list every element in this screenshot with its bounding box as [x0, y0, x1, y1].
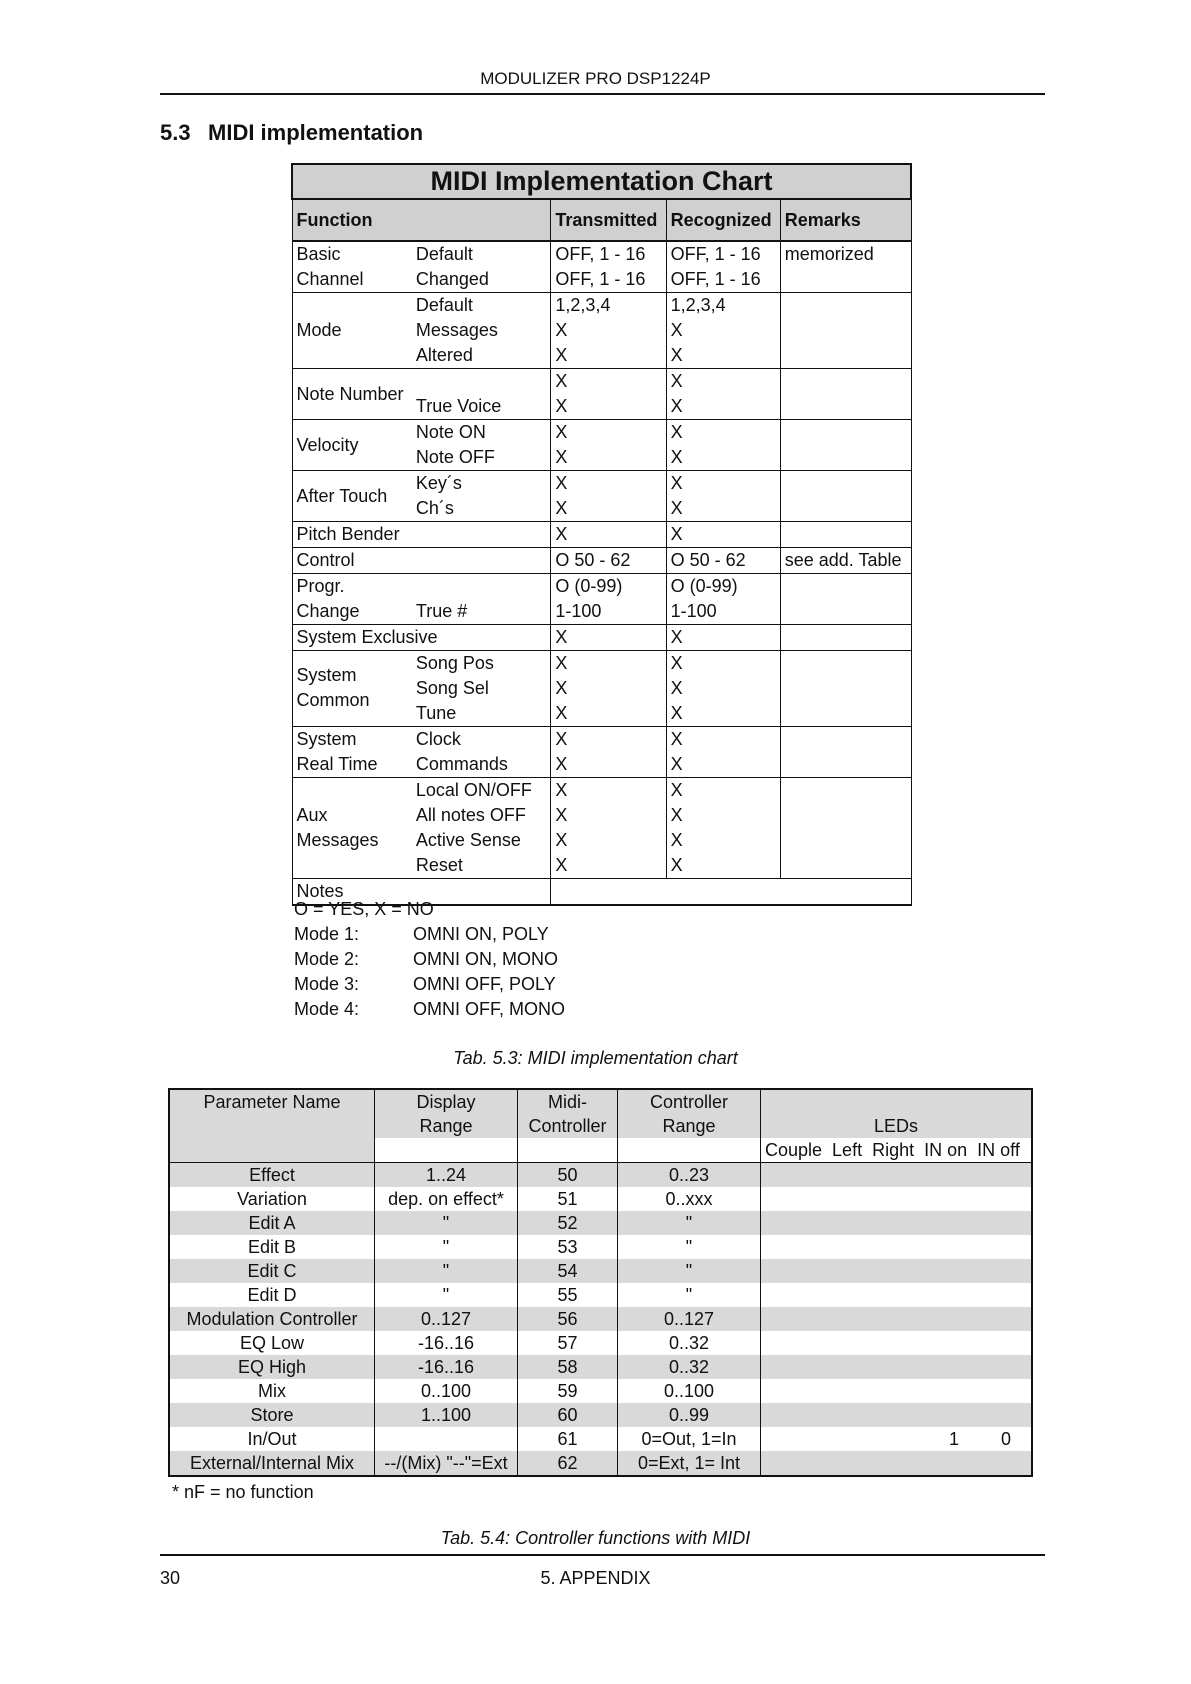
sub-label: Changed [412, 267, 551, 293]
led-left: Left [832, 1140, 863, 1160]
table-row [169, 1211, 1032, 1235]
label-line-2: Common [296, 690, 370, 710]
label: After Touch [292, 471, 412, 522]
controller-range: 0..23 [618, 1163, 761, 1188]
row-mode [292, 293, 911, 319]
remark [780, 651, 911, 727]
controller-range: 0..xxx [618, 1187, 761, 1211]
led-in-off: IN off [977, 1140, 1020, 1160]
controller-range: 0=Ext, 1= Int [618, 1451, 761, 1476]
led-values [761, 1187, 1033, 1211]
row-system-real-time [292, 727, 911, 753]
row-program-change [292, 574, 911, 600]
col-remarks: Remarks [780, 199, 911, 241]
transmitted: O 50 - 62 [551, 548, 666, 574]
transmitted: X [551, 727, 666, 753]
blank [169, 1138, 375, 1163]
param-name: EQ High [169, 1355, 375, 1379]
transmitted: X [551, 701, 666, 727]
display-range: 1..24 [375, 1163, 518, 1188]
transmitted: X [551, 676, 666, 701]
label: Progr. [292, 574, 412, 600]
recognized: OFF, 1 - 16 [666, 241, 780, 267]
recognized: X [666, 676, 780, 701]
display-range: " [375, 1235, 518, 1259]
midi-controller: 50 [518, 1163, 618, 1188]
mode-key: Mode 2: [294, 949, 360, 969]
controller-table [168, 1088, 1033, 1477]
led-values [761, 1355, 1033, 1379]
led-values [761, 1235, 1033, 1259]
transmitted: X [551, 496, 666, 522]
mode-key: Mode 3: [294, 974, 360, 994]
param-name: EQ Low [169, 1331, 375, 1355]
sub-label: Song Pos [415, 653, 494, 673]
ctrl-line-2: Range [662, 1116, 716, 1136]
display-line-2: Range [419, 1116, 473, 1136]
transmitted: X [551, 752, 666, 778]
running-header: MODULIZER PRO DSP1224P [480, 69, 711, 88]
row-aux-messages [292, 778, 911, 804]
led-values [761, 1259, 1033, 1283]
display-range: " [375, 1259, 518, 1283]
ctrl-line-1: Controller [649, 1092, 729, 1112]
display-range: " [375, 1211, 518, 1235]
recognized: X [666, 471, 780, 497]
col-recognized: Recognized [666, 199, 780, 241]
chart-title: MIDI Implementation Chart [292, 164, 911, 199]
label [292, 665, 412, 710]
label: Notes [292, 879, 551, 906]
sub-label: Note OFF [412, 445, 551, 471]
midi-controller: 57 [518, 1331, 618, 1355]
param-name: Store [169, 1403, 375, 1427]
remark: memorized [780, 241, 911, 267]
label: Change [292, 599, 412, 625]
transmitted: 1-100 [551, 599, 666, 625]
sub-label: Tune [412, 701, 551, 727]
recognized: X [666, 651, 780, 677]
header-rule [160, 93, 1045, 95]
midi-controller: 55 [518, 1283, 618, 1307]
param-name: External/Internal Mix [169, 1451, 375, 1476]
sub-label: Reset [412, 853, 551, 879]
table-row [169, 1403, 1032, 1427]
controller-range: 0..127 [618, 1307, 761, 1331]
mode-value: OMNI OFF, MONO [413, 999, 565, 1019]
legend-mode [294, 922, 565, 947]
transmitted: X [551, 625, 666, 651]
controller-range: 0..32 [618, 1355, 761, 1379]
display-range: " [375, 1283, 518, 1307]
remark [780, 420, 911, 471]
display-line-1: Display [416, 1092, 476, 1112]
controller-range: 0..100 [618, 1379, 761, 1403]
midi-implementation-chart [291, 163, 912, 906]
row-control [292, 548, 911, 574]
section-number: 5.3 [160, 120, 191, 145]
controller-range: 0..32 [618, 1331, 761, 1355]
sub-label: Messages [415, 320, 498, 340]
display-range: -16..16 [375, 1331, 518, 1355]
mode-value: OMNI ON, MONO [413, 949, 558, 969]
row-system-exclusive [292, 625, 911, 651]
recognized: O (0-99) [666, 574, 780, 600]
transmitted: 1,2,3,4 [551, 293, 666, 319]
transmitted: X [551, 853, 666, 879]
controller-range: 0=Out, 1=In [618, 1427, 761, 1451]
display-range: --/(Mix) "--"=Ext [375, 1451, 518, 1476]
recognized: X [666, 752, 780, 778]
display-range [375, 1427, 518, 1451]
led-values [761, 1403, 1033, 1427]
recognized: 1,2,3,4 [666, 293, 780, 319]
controller-header [169, 1089, 1032, 1138]
midi-controller: 54 [518, 1259, 618, 1283]
midi-controller: 59 [518, 1379, 618, 1403]
led-couple: Couple [765, 1140, 823, 1160]
led-values [761, 1331, 1033, 1355]
label: Aux [292, 803, 412, 828]
row-note-number [292, 369, 911, 395]
sub-label: Song Sel [415, 678, 489, 698]
label: Mode [292, 293, 412, 369]
transmitted: X [551, 318, 666, 343]
table-row [169, 1379, 1032, 1403]
remark [780, 778, 911, 879]
footer-section: 5. APPENDIX [540, 1568, 651, 1588]
display-range: -16..16 [375, 1355, 518, 1379]
transmitted: X [551, 445, 666, 471]
sub-label: Default [415, 244, 473, 264]
recognized: X [666, 828, 780, 853]
transmitted: X [551, 828, 666, 853]
mode-value: OMNI OFF, POLY [413, 974, 556, 994]
legend-mode [294, 972, 565, 997]
label: System [292, 727, 412, 753]
midi-controller: 52 [518, 1211, 618, 1235]
midi-controller: 51 [518, 1187, 618, 1211]
footnote: * nF = no function [172, 1482, 314, 1502]
sub-label: Clock [415, 729, 461, 749]
recognized: O 50 - 62 [666, 548, 780, 574]
row-system-common [292, 651, 911, 677]
recognized: X [666, 369, 780, 395]
sub-label: All notes OFF [415, 805, 526, 825]
controller-range: " [618, 1283, 761, 1307]
remark [780, 522, 911, 548]
remark [780, 267, 911, 293]
transmitted: X [551, 420, 666, 446]
recognized: X [666, 318, 780, 343]
transmitted: X [551, 343, 666, 369]
transmitted: X [551, 778, 666, 804]
page-number: 30 [160, 1568, 181, 1588]
remark [780, 574, 911, 625]
label [292, 778, 412, 804]
table-caption-2: Tab. 5.4: Controller functions with MIDI [440, 1528, 751, 1548]
table-row [169, 1427, 1032, 1451]
sub-label: Local ON/OFF [415, 780, 532, 800]
recognized: X [666, 727, 780, 753]
led-in-off-value: 0 [1001, 1429, 1012, 1449]
notes-value [551, 879, 911, 906]
param-name: Variation [169, 1187, 375, 1211]
controller-range: 0..99 [618, 1403, 761, 1427]
midi-line-2: Controller [528, 1116, 607, 1136]
led-values [761, 1163, 1033, 1188]
col-function: Function [292, 199, 551, 241]
led-in-on-value: 1 [949, 1429, 960, 1449]
remark [780, 369, 911, 420]
recognized: X [666, 853, 780, 879]
blank [375, 1138, 518, 1163]
blank [518, 1138, 618, 1163]
label: Channel [292, 267, 412, 293]
recognized: X [666, 343, 780, 369]
table-row [169, 1163, 1032, 1188]
led-subheaders [761, 1138, 1033, 1163]
sub-label [412, 369, 551, 395]
legend-mode [294, 997, 565, 1022]
remark: see add. Table [780, 548, 911, 574]
table-row [169, 1331, 1032, 1355]
controller-subheader [169, 1138, 1032, 1163]
midi-controller: 56 [518, 1307, 618, 1331]
table-caption-1: Tab. 5.3: MIDI implementation chart [453, 1048, 738, 1068]
led-in-on: IN on [924, 1140, 968, 1160]
blank [618, 1138, 761, 1163]
section-title: MIDI implementation [208, 120, 424, 145]
controller-range: " [618, 1259, 761, 1283]
param-name: Effect [169, 1163, 375, 1188]
legend-mode [294, 947, 565, 972]
transmitted: O (0-99) [551, 574, 666, 600]
param-name: Mix [169, 1379, 375, 1403]
table-row [169, 1187, 1032, 1211]
transmitted: X [551, 394, 666, 420]
sub-label: True # [412, 599, 551, 625]
param-name: Edit C [169, 1259, 375, 1283]
sub-label: Active Sense [415, 830, 521, 850]
col-transmitted: Transmitted [551, 199, 666, 241]
section-heading [160, 120, 423, 146]
midi-line-1: Midi- [548, 1092, 587, 1112]
recognized: X [666, 420, 780, 446]
col-midi [518, 1089, 618, 1138]
transmitted: X [551, 651, 666, 677]
sub-label: True Voice [412, 394, 551, 420]
col-display [375, 1089, 518, 1138]
transmitted: X [551, 803, 666, 828]
recognized: X [666, 522, 780, 548]
transmitted: X [551, 471, 666, 497]
recognized: X [666, 496, 780, 522]
row-velocity [292, 420, 911, 446]
led-values [761, 1283, 1033, 1307]
recognized: X [666, 778, 780, 804]
recognized: X [666, 445, 780, 471]
row-pitch-bender [292, 522, 911, 548]
label [292, 853, 412, 879]
legend-yes-no: O = YES, X = NO [294, 899, 434, 919]
display-range: 1..100 [375, 1403, 518, 1427]
mode-key: Mode 1: [294, 924, 360, 944]
midi-controller: 61 [518, 1427, 618, 1451]
label: Messages [292, 828, 412, 853]
sub-label: Key´s [415, 473, 462, 493]
transmitted: X [551, 522, 666, 548]
col-ctrl-range [618, 1089, 761, 1138]
table-row [169, 1451, 1032, 1476]
display-range: 0..100 [375, 1379, 518, 1403]
recognized: OFF, 1 - 16 [666, 267, 780, 293]
param-name: Edit B [169, 1235, 375, 1259]
led-values [761, 1307, 1033, 1331]
remark [780, 727, 911, 778]
mode-key: Mode 4: [294, 999, 360, 1019]
label: System Exclusive [292, 625, 551, 651]
led-values [761, 1379, 1033, 1403]
remark [780, 471, 911, 522]
table-row [169, 1355, 1032, 1379]
sub-label: Commands [412, 752, 551, 778]
recognized: X [666, 803, 780, 828]
param-name: In/Out [169, 1427, 375, 1451]
label: Velocity [292, 420, 412, 471]
sub-label: Note ON [415, 422, 486, 442]
param-name: Edit A [169, 1211, 375, 1235]
remark [780, 625, 911, 651]
label: Basic [292, 241, 412, 267]
table-row [169, 1259, 1032, 1283]
sub-label [412, 574, 551, 600]
led-values [761, 1451, 1033, 1476]
mode-value: OMNI ON, POLY [413, 924, 549, 944]
remark [780, 293, 911, 369]
row-after-touch [292, 471, 911, 497]
param-name: Modulation Controller [169, 1307, 375, 1331]
display-range: 0..127 [375, 1307, 518, 1331]
chart-legend [294, 897, 565, 1022]
midi-controller: 53 [518, 1235, 618, 1259]
controller-range: " [618, 1211, 761, 1235]
controller-range: " [618, 1235, 761, 1259]
table-row [169, 1283, 1032, 1307]
label: Control [292, 548, 551, 574]
sub-label: Default [415, 295, 473, 315]
sub-label: Altered [412, 343, 551, 369]
label: Real Time [292, 752, 412, 778]
display-range: dep. on effect* [375, 1187, 518, 1211]
recognized: X [666, 625, 780, 651]
midi-controller: 62 [518, 1451, 618, 1476]
transmitted: X [551, 369, 666, 395]
table-row [169, 1235, 1032, 1259]
label: Note Number [292, 369, 412, 420]
footer-rule [160, 1554, 1045, 1556]
transmitted: OFF, 1 - 16 [551, 241, 666, 267]
recognized: X [666, 394, 780, 420]
led-values [761, 1211, 1033, 1235]
label: Pitch Bender [292, 522, 551, 548]
table-row [169, 1307, 1032, 1331]
transmitted: OFF, 1 - 16 [551, 267, 666, 293]
midi-controller: 58 [518, 1355, 618, 1379]
label-line-1: System [296, 665, 357, 685]
midi-controller: 60 [518, 1403, 618, 1427]
row-basic-channel [292, 241, 911, 267]
recognized: 1-100 [666, 599, 780, 625]
led-values [761, 1427, 1033, 1451]
col-leds: LEDs [761, 1089, 1033, 1138]
led-right: Right [872, 1140, 915, 1160]
col-param: Parameter Name [169, 1089, 375, 1138]
sub-label: Ch´s [412, 496, 551, 522]
param-name: Edit D [169, 1283, 375, 1307]
recognized: X [666, 701, 780, 727]
